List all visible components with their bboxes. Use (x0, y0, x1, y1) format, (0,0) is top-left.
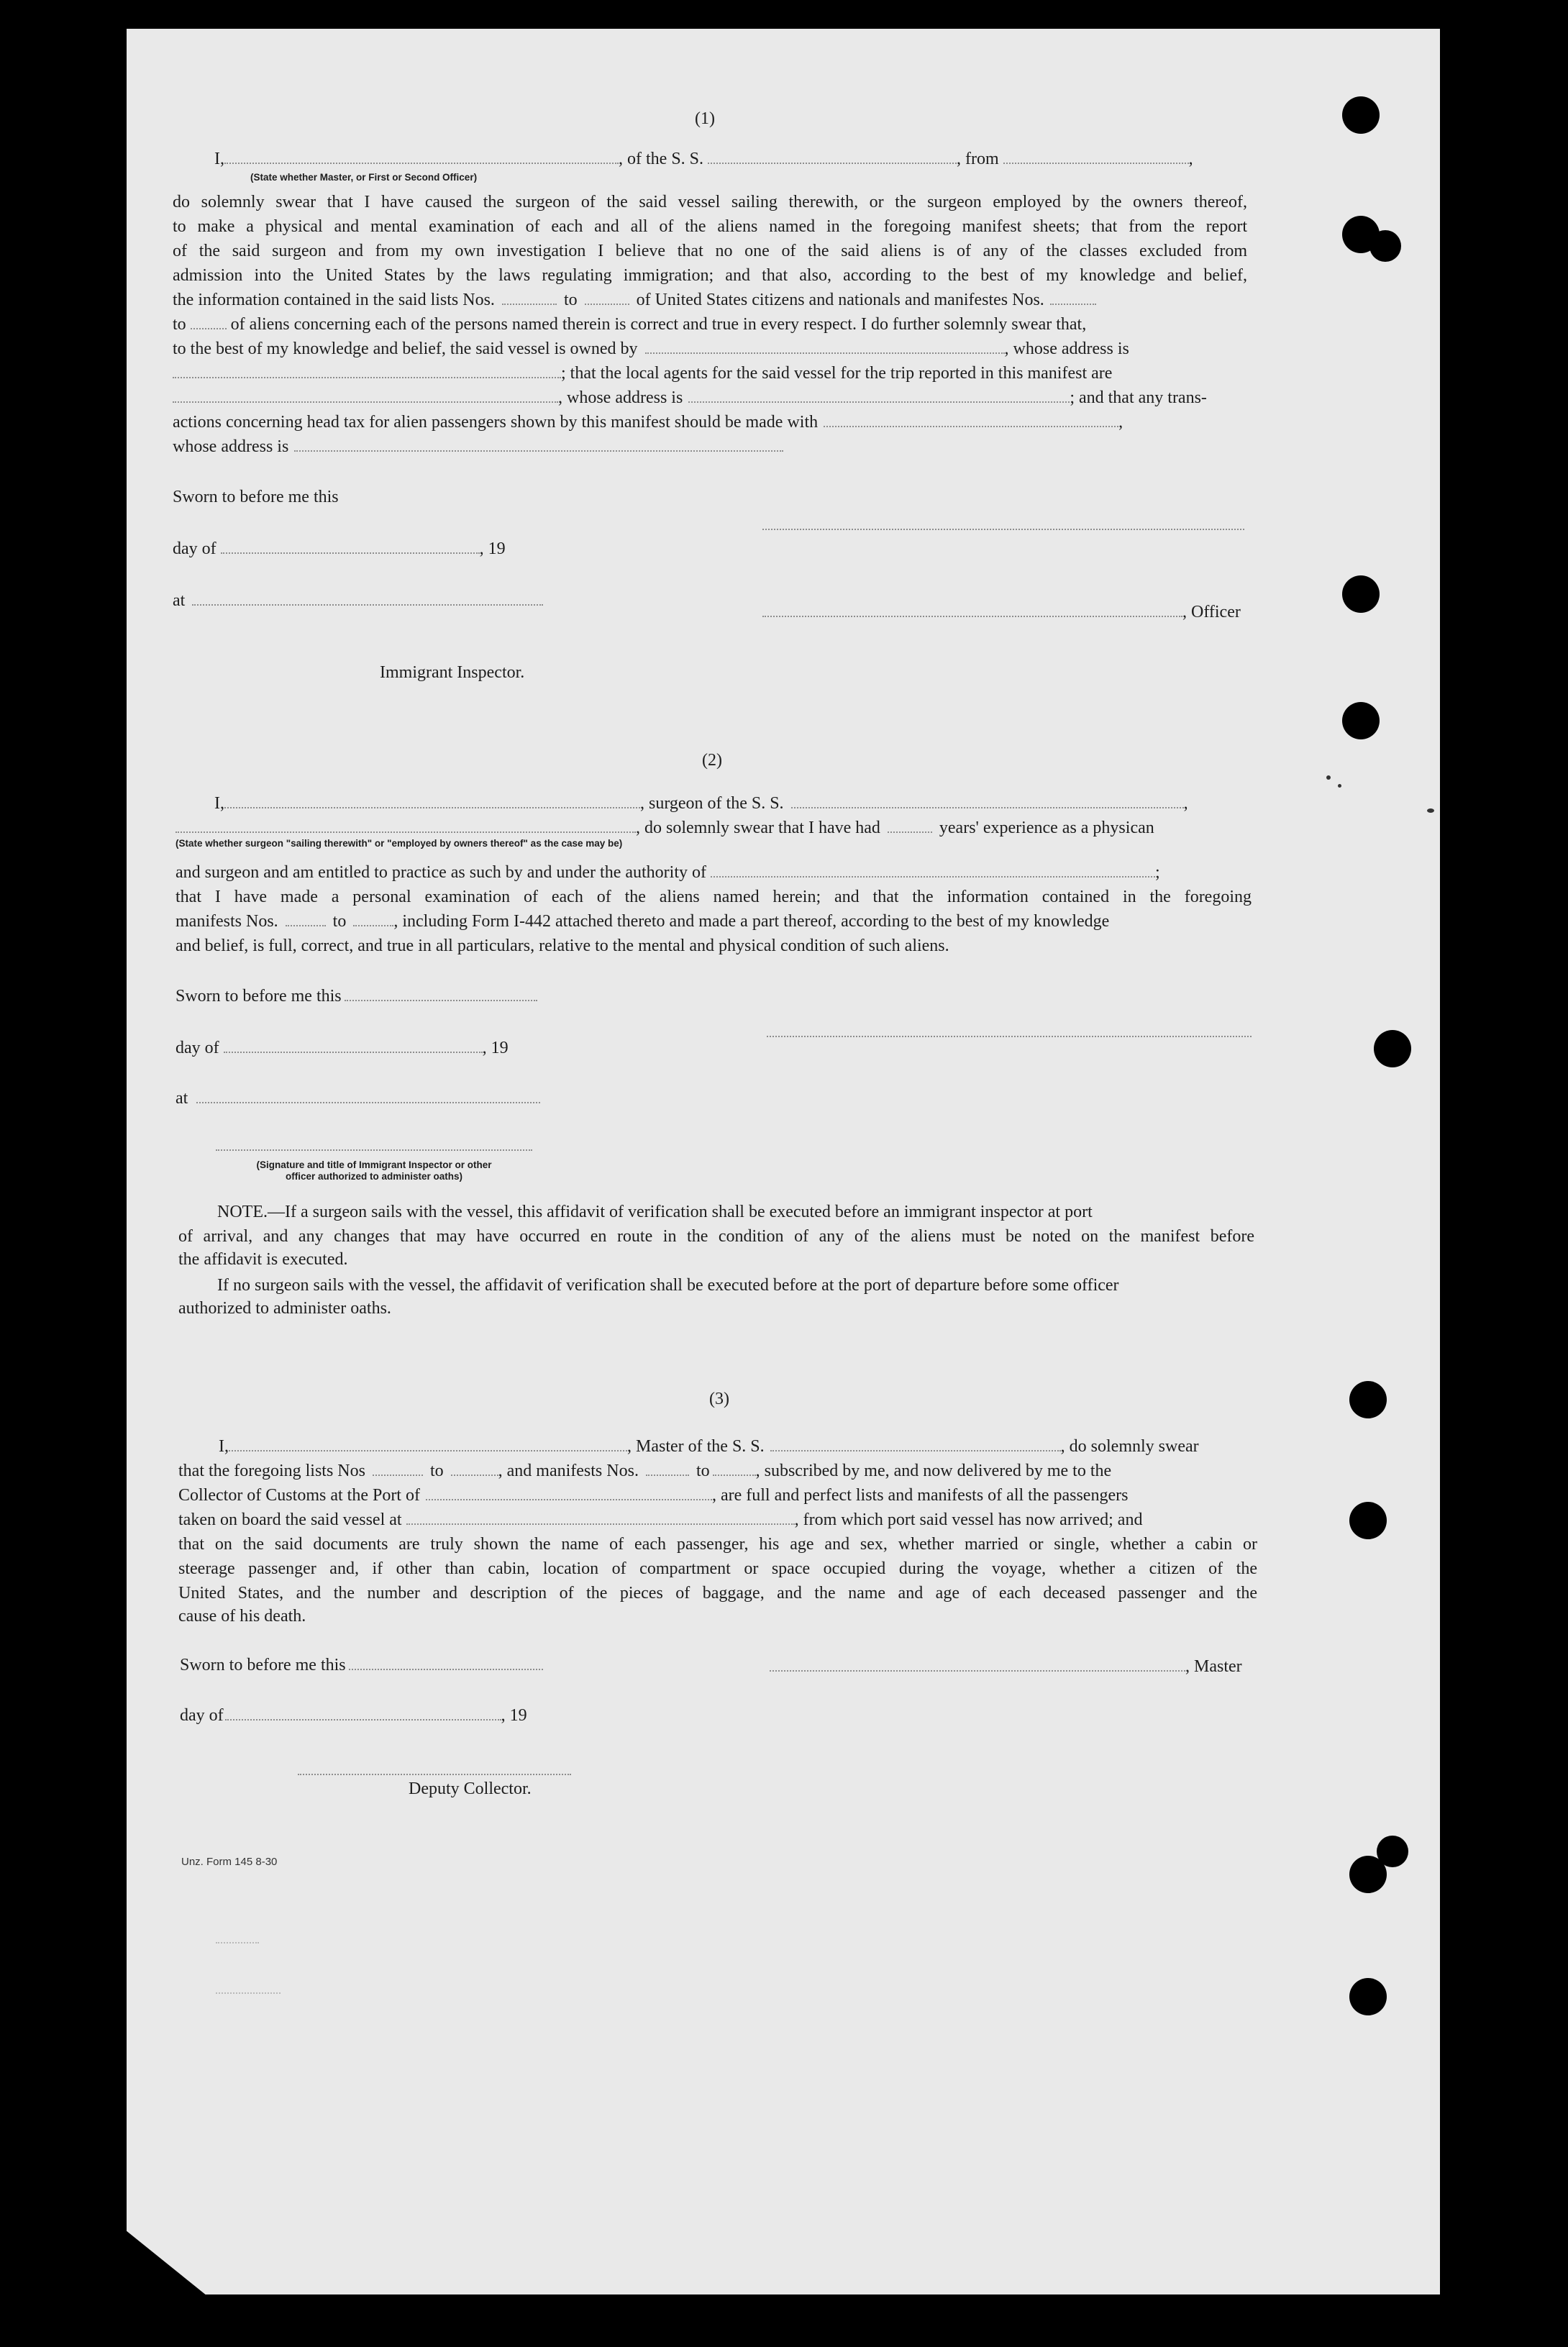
master-signature-field[interactable] (770, 1657, 1185, 1672)
s1-text: at (173, 591, 186, 610)
s3-sworn-field[interactable] (349, 1656, 543, 1670)
s3-lists-from-field[interactable] (373, 1462, 423, 1476)
s1-line-11 (173, 411, 1123, 433)
s2-text: and surgeon and am entitled to practice as such by and under the authority of (176, 863, 706, 882)
s1-text: day of (173, 539, 216, 558)
section-2-number: (2) (702, 751, 722, 770)
surgeon-status-field[interactable] (176, 819, 636, 833)
s1-line-7 (173, 314, 1086, 335)
s3-master-line (770, 1656, 1242, 1677)
form-number: Unz. Form 145 8-30 (181, 1856, 278, 1868)
s1-line-10 (173, 387, 1207, 409)
s2-text: Sworn to before me this (176, 987, 342, 1006)
s1-text: actions concerning head tax for alien passengers shown by this manifest should be made with (173, 413, 819, 432)
speck (1427, 808, 1434, 813)
s2-text: manifests Nos. (176, 912, 278, 931)
s1-signature-line[interactable] (762, 529, 1244, 530)
s3-text: taken on board the said vessel at (178, 1510, 402, 1529)
s1-text: whose address is (173, 437, 289, 456)
s1-text: , Officer (1182, 603, 1241, 621)
s1-text: , of the S. S. (619, 150, 704, 168)
years-experience-field[interactable] (888, 819, 932, 833)
s1-at-line (173, 590, 543, 611)
s1-text: , whose address is (558, 388, 683, 407)
s3-text: Collector of Customs at the Port of (178, 1486, 420, 1505)
s1-text: I, (214, 150, 224, 168)
s3-line-3 (178, 1485, 1128, 1506)
s1-paragraph-line: of the said surgeon and from my own investigation I believe that no one of the said aliens is of any of the classes excluded from (173, 242, 1247, 260)
punch-hole (1349, 1856, 1387, 1893)
s3-sworn-line (180, 1654, 543, 1676)
owner-address-field[interactable] (173, 364, 561, 378)
s1-text: , whose address is (1004, 339, 1129, 358)
punch-hole (1342, 96, 1380, 134)
punch-hole (1349, 1978, 1387, 2015)
s2-line-6: and belief, is full, correct, and true in all particulars, relative to the mental and physical condition of such aliens. (176, 936, 949, 955)
s2-text: years' experience as a physican (939, 819, 1154, 837)
s2-signature-caption-2: officer authorized to administer oaths) (285, 1171, 463, 1182)
s1-paragraph-line: admission into the United States by the laws regulating immigration; and that also, according to the best of my knowledge and belief, (173, 266, 1247, 285)
s1-text: , (1118, 413, 1123, 432)
s1-text: of aliens concerning each of the persons named therein is correct and true in every respect. I do further solemnly swear that, (230, 315, 1087, 334)
s3-day-field[interactable] (225, 1706, 501, 1721)
s3-day-line (180, 1705, 527, 1726)
s2-text: , (1183, 794, 1188, 813)
s2-note-line: authorized to administer oaths. (178, 1299, 391, 1318)
s1-text: the information contained in the said lists Nos. (173, 291, 495, 309)
s2-note-line: the affidavit is executed. (178, 1250, 348, 1269)
s1-text: to (173, 315, 186, 334)
agents-address-field[interactable] (688, 388, 1070, 403)
s3-text: Sworn to before me this (180, 1656, 346, 1674)
s1-officer-field[interactable] (762, 603, 1182, 617)
s3-text: , Master of the S. S. (627, 1437, 765, 1456)
s1-line-9 (173, 363, 1112, 384)
s2-vessel-field[interactable] (791, 794, 1184, 808)
s2-text: day of (176, 1039, 219, 1057)
s1-officer-line (762, 601, 1241, 623)
s3-paragraph-line: United States, and the number and description of the pieces of baggage, and the name and age of each deceased passenger and the (178, 1584, 1257, 1603)
s3-line-1 (219, 1436, 1199, 1457)
s2-text: , 19 (482, 1039, 509, 1057)
s1-text: ; and that any trans- (1070, 388, 1207, 407)
s3-line-4 (178, 1509, 1142, 1531)
s3-text: that the foregoing lists Nos (178, 1462, 365, 1480)
faint-rule (216, 1992, 281, 1994)
departure-port-field[interactable] (406, 1510, 795, 1525)
s3-deputy-label: Deputy Collector. (409, 1779, 532, 1798)
s1-rank-note: (State whether Master, or First or Second Officer) (250, 172, 478, 183)
s1-sworn-label: Sworn to before me this (173, 488, 339, 506)
s2-text: ; (1155, 863, 1160, 882)
s1-line-6 (173, 289, 1096, 311)
s3-text: , are full and perfect lists and manifests of all the passengers (711, 1486, 1129, 1505)
surgeon-name-field[interactable] (224, 794, 640, 808)
s2-note-line: of arrival, and any changes that may have occurred en route in the condition of any of the aliens must be noted on the manifest before (178, 1227, 1254, 1246)
punch-hole (1369, 230, 1401, 262)
s1-line-12 (173, 436, 783, 457)
owner-field[interactable] (645, 339, 1005, 354)
s3-text: day of (180, 1706, 224, 1725)
lists-to-field[interactable] (585, 291, 629, 305)
s2-day-field[interactable] (224, 1039, 483, 1053)
s2-text: , including Form I-442 attached thereto and made a part thereof, according to the best of my knowledge (393, 912, 1110, 931)
s1-text: to (563, 291, 578, 309)
s2-note-line: If no surgeon sails with the vessel, the affidavit of verification shall be executed before at the port of departure before some officer (217, 1276, 1119, 1295)
collector-port-field[interactable] (426, 1486, 712, 1500)
s3-paragraph-line: steerage passenger and, if other than cabin, location of compartment or space occupied during the voyage, whether a citizen of the (178, 1559, 1257, 1578)
faint-rule (216, 1942, 259, 1943)
s2-manifests-from-field[interactable] (286, 912, 326, 926)
s3-text: , from which port said vessel has now arrived; and (794, 1510, 1143, 1529)
s3-text: to (696, 1462, 710, 1480)
s2-line-1 (214, 793, 1188, 814)
s1-paragraph-line: do solemnly swear that I have caused the surgeon of the said vessel sailing therewith, or the surgeon employed by the owners thereof, (173, 193, 1247, 211)
s2-line-5 (176, 911, 1109, 932)
s2-text: at (176, 1089, 188, 1108)
s3-text: , and manifests Nos. (498, 1462, 639, 1480)
s1-line-1 (214, 148, 1193, 170)
s3-text: , subscribed by me, and now delivered by me to the (755, 1462, 1112, 1480)
s2-sworn-line (176, 985, 537, 1007)
punch-hole (1349, 1502, 1387, 1539)
s1-text: of United States citizens and nationals and manifestes Nos. (636, 291, 1044, 309)
speck (1326, 775, 1331, 780)
s3-deputy-signature-line[interactable] (298, 1774, 571, 1775)
s3-text: , 19 (501, 1706, 527, 1725)
s2-sworn-field[interactable] (345, 987, 537, 1001)
s2-note-line: NOTE.—If a surgeon sails with the vessel, this affidavit of verification shall be executed before an immigrant inspector at port (217, 1203, 1093, 1221)
s3-lists-to-field[interactable] (451, 1462, 498, 1476)
section-1-number: (1) (695, 109, 715, 128)
s3-text: to (429, 1462, 444, 1480)
s2-manifests-to-field[interactable] (353, 912, 393, 926)
manifests-from-field[interactable] (1050, 291, 1096, 305)
s2-inspector-signature-line[interactable] (216, 1149, 532, 1151)
local-agents-field[interactable] (173, 388, 558, 403)
s1-inspector-label: Immigrant Inspector. (380, 663, 525, 682)
s1-day-field[interactable] (221, 539, 480, 554)
s2-text: I, (214, 794, 224, 813)
vessel-name-field[interactable] (708, 150, 957, 164)
head-tax-address-field[interactable] (294, 437, 783, 452)
s3-paragraph-line: that on the said documents are truly shown the name of each passenger, his age and sex, whether married or single, whether a cabin or (178, 1535, 1257, 1554)
s1-day-line (173, 538, 506, 560)
s2-text: , do solemnly swear that I have had (636, 819, 880, 837)
s1-text: , from (957, 150, 999, 168)
authority-field[interactable] (711, 863, 1155, 878)
section-3-number: (3) (709, 1390, 729, 1408)
s2-at-line (176, 1088, 540, 1109)
head-tax-contact-field[interactable] (824, 413, 1118, 427)
s2-signature-caption-1: (Signature and title of Immigrant Inspector or other (256, 1159, 492, 1170)
s2-at-field[interactable] (196, 1089, 540, 1103)
s2-line-3 (176, 862, 1160, 883)
from-port-field[interactable] (1003, 150, 1189, 164)
officer-rank-field[interactable] (224, 150, 619, 164)
s1-text: to the best of my knowledge and belief, the said vessel is owned by (173, 339, 638, 358)
s3-manifests-from-field[interactable] (646, 1462, 689, 1476)
s1-text: , 19 (479, 539, 506, 558)
s2-status-note: (State whether surgeon "sailing therewith" or "employed by owners thereof" as the case may be) (176, 838, 623, 849)
manifests-to-field[interactable] (191, 315, 227, 329)
s3-vessel-field[interactable] (770, 1437, 1061, 1452)
s3-text: , Master (1185, 1657, 1242, 1676)
s1-line-8 (173, 338, 1129, 360)
master-name-field[interactable] (229, 1437, 627, 1452)
punch-hole (1374, 1030, 1411, 1067)
punch-hole (1342, 702, 1380, 739)
s3-text: , do solemnly swear (1060, 1437, 1199, 1456)
s2-line-4: that I have made a personal examination of each of the aliens named herein; and that the information contained in the foregoing (176, 888, 1252, 906)
lists-from-field[interactable] (502, 291, 557, 305)
s2-day-line (176, 1037, 509, 1059)
speck (1338, 784, 1341, 788)
s3-line-2 (178, 1460, 1111, 1482)
s1-text: ; that the local agents for the said vessel for the trip reported in this manifest are (561, 364, 1113, 383)
s3-manifests-to-field[interactable] (713, 1462, 756, 1476)
s1-paragraph-line: to make a physical and mental examination of each and all of the aliens named in the foregoing manifest sheets; that from the report (173, 217, 1247, 236)
s1-at-field[interactable] (192, 591, 543, 606)
s3-line-8: cause of his death. (178, 1607, 306, 1626)
punch-hole (1342, 575, 1380, 613)
s2-line-2 (176, 817, 1154, 839)
punch-hole (1349, 1381, 1387, 1418)
s2-text: , surgeon of the S. S. (640, 794, 784, 813)
s3-text: I, (219, 1437, 229, 1456)
s2-signature-line[interactable] (767, 1036, 1252, 1037)
s2-text: to (332, 912, 347, 931)
s1-text: , (1188, 150, 1193, 168)
